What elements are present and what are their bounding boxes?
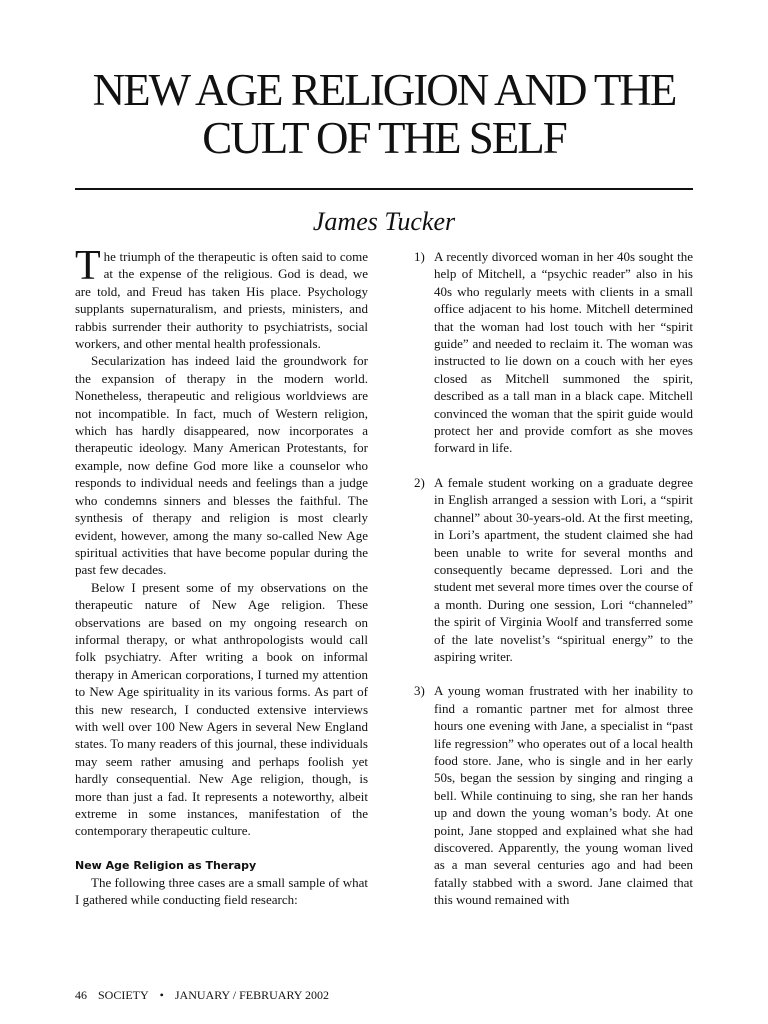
footer-separator: •	[159, 988, 164, 1002]
paragraph-secularization: Secularization has indeed laid the groundwork for the expansion of therapy in the modern world. Nonetheless, therapeutic and religious worldviews are not incompatible. In fact, much of Western religion, which has hardly disappeared, now incorporates a therapeutic ideology. Many American Protestants, for example, now define God more like a counselor who responds to individual needs and feelings than a judge who condemns sinners and blesses the faithful. The synthesis of therapy and religion is most clearly evident, however, among the many so-called New Age spiritual activities that have become popular during the past few decades.	[75, 353, 368, 578]
left-column	[75, 243, 368, 909]
page-footer	[75, 988, 337, 1002]
issue-date: JANUARY / FEBRUARY 2002	[174, 988, 330, 1002]
title-divider	[75, 188, 693, 190]
case-item	[414, 248, 693, 457]
paragraph-cases-intro: The following three cases are a small sample of what I gathered while conducting field research:	[75, 874, 368, 908]
right-column	[414, 248, 693, 926]
journal-name: SOCIETY	[98, 988, 149, 1002]
page-number: 46	[75, 988, 87, 1002]
case-text: A young woman frustrated with her inability to find a romantic partner met for almost three hours one evening with Jane, a specialist in “past life regression” who operates out of a local health food store. Jane, who is single and in her early 50s, began the session by singing and ringing a bell. While continuing to sing, she ran her hands up and down the young woman’s body. At one point, Jane stopped and explained what she had discovered. Apparently, the young woman lived as a man several centuries ago and had been fatally stabbed with a sword. Jane claimed that this wound remained with	[434, 683, 693, 908]
section-heading: New Age Religion as Therapy	[75, 858, 257, 872]
article-title-line-1: NEW AGE RELIGION AND THE	[92, 65, 676, 115]
case-number: 3)	[414, 683, 425, 699]
case-text: A female student working on a graduate degree in English arranged a session with Lori, a “spirit channel” about 30-years-old. At the first meeting, in Lori’s apartment, the student claimed she had been unable to write for several months and consequently became depressed. Lori and the student met several more times over the course of a month. During one session, Lori “channeled” the spirit of Virginia Woolf and transferred some of the late novelist’s “spiritual energy” to the aspiring writer.	[434, 474, 693, 664]
author-name: James Tucker	[312, 207, 456, 236]
paragraph-intro	[75, 243, 368, 352]
paragraph-observations: Below I present some of my observations on the therapeutic nature of New Age religion. These observations are based on my ongoing research on informal therapy, or what anthropologists would call folk psychiatry. After writing a book on informal therapy in American corporations, I turned my attention to New Age spirituality in its various forms. As part of this new research, I conducted extensive interviews with well over 100 New Agers in several New England states. To many readers of this journal, these individuals may seem rather amusing and perhaps foolish yet hardly consequential. New Age religion, though, is more than just a fad. It represents a noteworthy, albeit extreme in some instances, manifestation of the contemporary therapeutic culture.	[75, 579, 368, 839]
case-number: 2)	[414, 474, 425, 490]
case-text: A recently divorced woman in her 40s sought the help of Mitchell, a “psychic reader” also in his 40s who regularly meets with clients in a small office adjacent to his home. Mitchell determined that the woman had lost touch with her “spirit guide” and needed to reclaim it. The woman was instructed to lie down on a couch with her eyes closed as Mitchell summoned the spirit, described as a tall man in a black cape. Mitchell convinced the woman that the spirit guide would protect her and provide comfort as she moves forward in life.	[434, 249, 693, 456]
article-title-line-2: CULT OF THE SELF	[202, 113, 566, 163]
case-number: 1)	[414, 249, 425, 264]
drop-cap: T	[75, 243, 101, 289]
paragraph-intro-text: he triumph of the therapeutic is often said to come at the expense of the religious. God is dead, we are told, and Freud has taken His place. Psychology supplants supernaturalism, and priests, ministers, and rabbis surrender their authority to psychiatrists, social workers, and other mental health professionals.	[75, 249, 368, 352]
article-title	[40, 66, 728, 162]
case-item	[414, 682, 693, 908]
case-item	[414, 474, 693, 665]
